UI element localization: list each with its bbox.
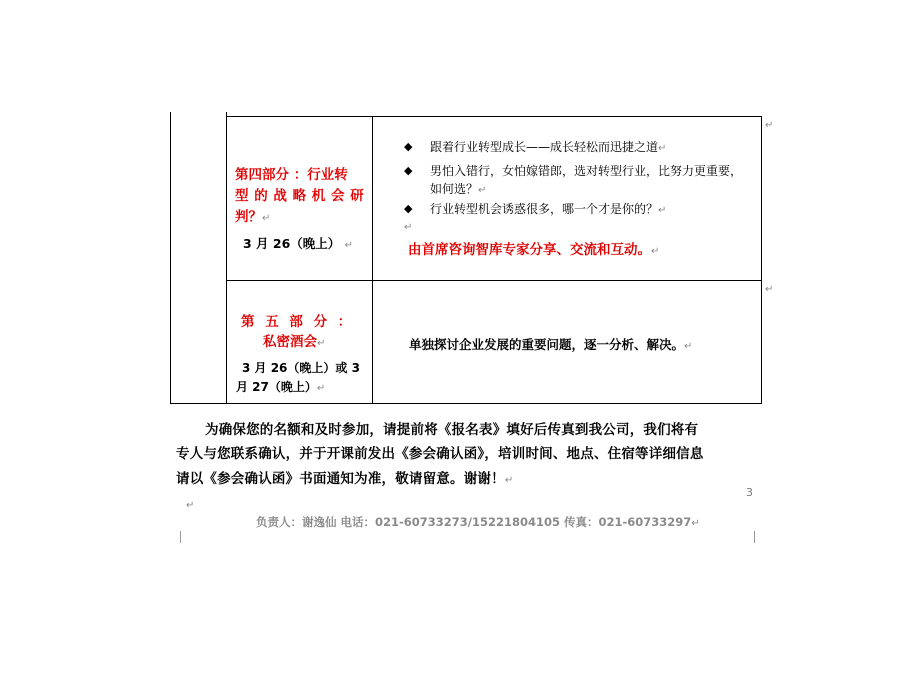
bullet-text-2: 男怕入错行，女怕嫁错郎，选对转型行业，比努力更重要， xyxy=(430,164,743,178)
return-mark: ↵ xyxy=(478,185,487,196)
return-mark: ↵ xyxy=(658,205,667,216)
table-right-border xyxy=(761,116,762,404)
section5-date-line2-wrap xyxy=(236,378,360,398)
section5-title xyxy=(241,312,369,354)
section5-content xyxy=(409,335,692,353)
row-end-mark: ↵ xyxy=(765,284,774,295)
return-mark: ↵ xyxy=(262,213,271,224)
bullet-text xyxy=(430,180,486,200)
diamond-bullet-icon: ◆ xyxy=(404,164,413,177)
page-number: 3 xyxy=(746,486,753,499)
table-col1-divider xyxy=(226,112,227,404)
table-col2-divider xyxy=(372,116,373,404)
section5-title-line2-wrap xyxy=(241,332,369,354)
footer-contact-text: 负责人：谢逸仙 电话：021-60733273/15221804105 传真：021-60733297 xyxy=(256,515,692,529)
section4-date-text: 3 月 26（晚上） xyxy=(243,236,341,251)
table-row4-top-border xyxy=(226,116,762,117)
diamond-bullet-icon: ◆ xyxy=(404,202,413,215)
section4-title-line2: 型 的 战 略 机 会 研 xyxy=(235,188,365,204)
section5-content-text: 单独探讨企业发展的重要问题，逐一分析、解决。 xyxy=(409,337,685,352)
return-mark: ↵ xyxy=(317,338,326,349)
table-bottom-border xyxy=(170,403,762,404)
section5-title-line2: 私密酒会 xyxy=(263,334,317,350)
section4-highlight xyxy=(408,238,659,258)
return-mark: ↵ xyxy=(316,383,326,394)
return-mark: ↵ xyxy=(344,240,354,251)
return-mark: ↵ xyxy=(186,500,195,511)
bullet-text xyxy=(430,200,666,220)
table-left-border xyxy=(170,112,171,404)
return-mark: ↵ xyxy=(658,143,667,154)
section4-title-line1: 第四部分 ：行业转 xyxy=(235,167,348,183)
left-margin-mark xyxy=(180,531,181,543)
footer-contact xyxy=(256,514,700,530)
section5-date-line2: 月 27（晚上） xyxy=(236,380,317,394)
row-end-mark: ↵ xyxy=(765,120,774,131)
diamond-bullet-icon: ◆ xyxy=(404,140,413,153)
bullet-text-1: 跟着行业转型成长——成长轻松而迅捷之道 xyxy=(430,140,659,154)
return-mark: ↵ xyxy=(691,518,700,529)
section4-highlight-text: 由首席咨询智库专家分享、交流和互动。 xyxy=(408,242,651,258)
bullet-text-3: 如何选？ xyxy=(430,182,479,196)
section4-title-line3-wrap xyxy=(235,207,367,229)
return-mark: ↵ xyxy=(504,475,514,486)
section5-date xyxy=(236,359,360,398)
notice-line-3: 请以《参会确认函》书面通知为准，敬请留意。谢谢！ xyxy=(176,471,505,487)
return-mark: ↵ xyxy=(651,246,660,257)
notice-line-3-wrap xyxy=(176,467,513,487)
table-row-divider xyxy=(226,280,762,281)
right-margin-mark xyxy=(754,531,755,543)
bullet-text xyxy=(430,138,666,158)
section5-date-line1: 3 月 26（晚上）或 3 xyxy=(242,361,360,375)
section4-date xyxy=(243,234,353,252)
section4-title xyxy=(235,165,367,229)
section5-title-line1: 第 五 部 分 ： xyxy=(241,314,355,330)
bullet-text-4: 行业转型机会诱惑很多，哪一个才是你的？ xyxy=(430,202,659,216)
section4-title-line3: 判？ xyxy=(235,209,262,225)
return-mark: ↵ xyxy=(684,341,693,352)
notice-line-1: 为确保您的名额和及时参加，请提前将《报名表》填好后传真到我公司，我们将有 xyxy=(205,422,699,438)
notice-line-2: 专人与您联系确认，并于开课前发出《参会确认函》，培训时间、地点、住宿等详细信息 xyxy=(176,446,704,462)
return-mark: ↵ xyxy=(404,222,413,233)
